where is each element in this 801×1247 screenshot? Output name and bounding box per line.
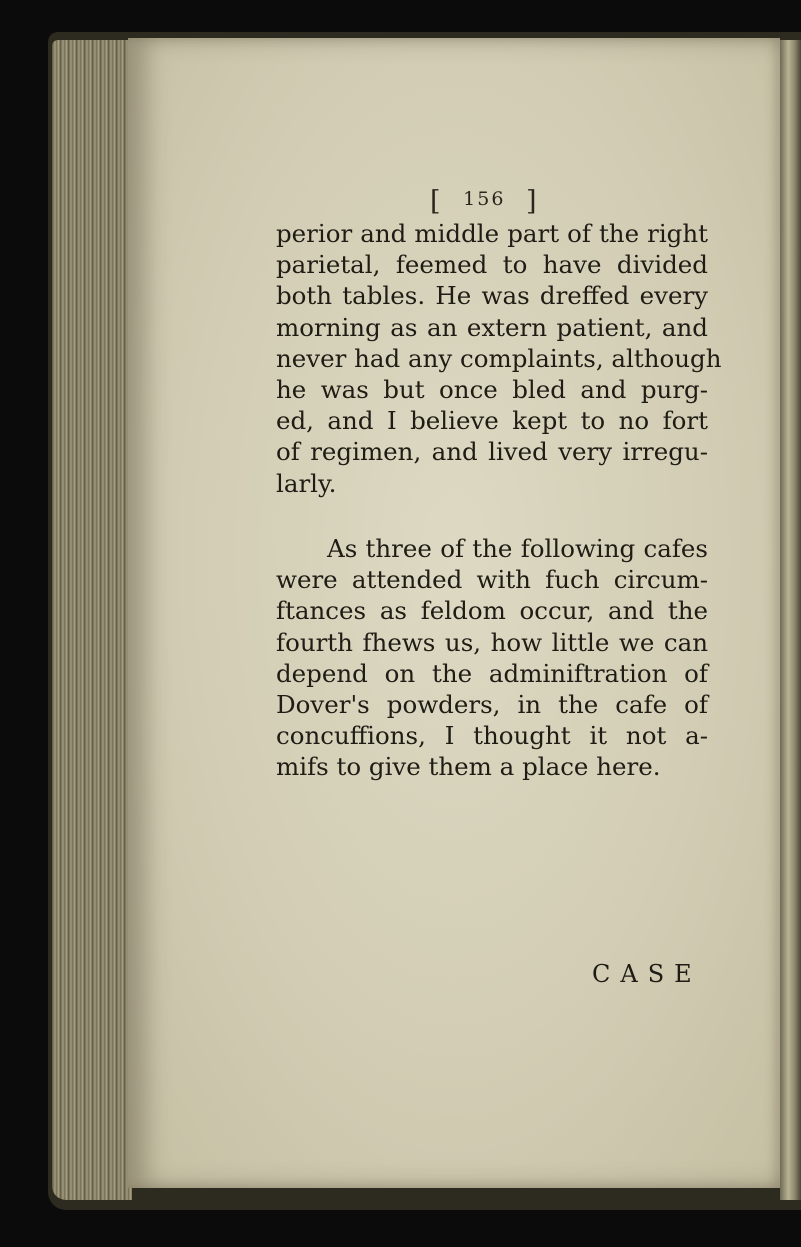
text-line: As three of the following cafes	[327, 534, 708, 563]
paragraph-2	[276, 533, 708, 783]
text-line: of regimen, and lived very irregu-	[276, 437, 708, 467]
catchword: CASE	[592, 960, 702, 988]
text-line: he was but once bled and purg-	[276, 375, 708, 405]
text-line: ftances as feldom occur, and the	[276, 596, 708, 626]
page-edges	[52, 40, 132, 1200]
text-line: depend on the adminiftration of	[276, 658, 708, 688]
text-line: perior and middle part of the right	[276, 219, 708, 248]
text-line: ed, and I believe kept to no fort	[276, 406, 708, 436]
paragraph-1	[276, 218, 722, 499]
page-header	[430, 186, 539, 217]
text-line: fourth fhews us, how little we can	[276, 627, 708, 657]
text-line: parietal, feemed to have divided	[276, 250, 708, 280]
text-line: concuffions, I thought it not a-	[276, 721, 708, 751]
text-line: morning as an extern patient, and	[276, 312, 708, 342]
text-line: larly.	[276, 468, 337, 498]
page-number: 156	[463, 188, 506, 210]
text-line: were attended with fuch circum-	[276, 565, 708, 595]
text-line: both tables. He was dreffed every	[276, 281, 708, 311]
header-bracket-close: ]	[526, 186, 539, 217]
text-line: mifs to give them a place here.	[276, 752, 661, 782]
text-line: never had any complaints, although	[276, 343, 722, 373]
text-line: Dover's powders, in the cafe of	[276, 690, 708, 720]
facing-page-edge	[780, 40, 801, 1200]
header-bracket-open: [	[430, 186, 443, 217]
